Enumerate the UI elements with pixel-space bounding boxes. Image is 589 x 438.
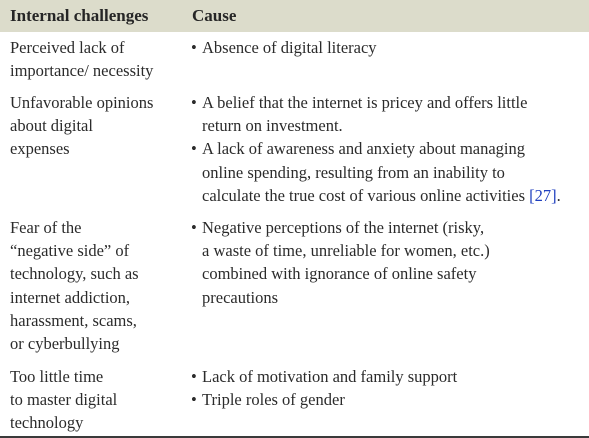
bullet-glyph: •: [191, 390, 197, 410]
citation-link[interactable]: [27]: [529, 185, 557, 205]
cause-text: [202, 139, 561, 204]
cause-cell: [191, 216, 586, 309]
bullet-glyph: •: [191, 93, 197, 112]
challenge-cell: Unfavorable opinions about digital expenses: [10, 93, 154, 159]
header-cause: Cause: [192, 6, 237, 25]
header-internal-challenges: Internal challenges: [10, 6, 149, 25]
bullet-glyph: •: [191, 367, 197, 386]
cause-bullet: [191, 137, 586, 207]
bullet-glyph: •: [191, 139, 197, 159]
challenge-cell: Perceived lack of importance/ necessity: [10, 38, 154, 81]
cause-text: Triple roles of gender: [202, 390, 345, 410]
cause-bullet: [191, 216, 586, 309]
cause-text: Absence of digital literacy: [202, 38, 377, 57]
challenge-cell: Fear of the “negative side” of technology, such as internet addiction, harassment, scams, or cyberbullying: [10, 218, 139, 354]
cause-text-end: .: [556, 185, 561, 205]
bullet-glyph: •: [191, 38, 197, 57]
cause-text: A belief that the internet is pricey and offers little return on investment.: [202, 93, 528, 136]
cause-text: Lack of motivation and family support: [202, 367, 458, 386]
cause-bullet: [191, 388, 586, 411]
bullet-glyph: •: [191, 218, 197, 237]
cause-cell: [191, 365, 586, 411]
cause-cell: [191, 91, 586, 207]
cause-text-main: A lack of awareness and anxiety about managing online spending, resulting from an inability to calculate the true cost of various online activities: [202, 139, 526, 205]
cause-bullet: [191, 36, 586, 59]
cause-cell: [191, 36, 586, 59]
challenge-cell: Too little time to master digital technology: [10, 367, 118, 433]
cause-text: Negative perceptions of the internet (risky, a waste of time, unreliable for women, etc.) combined with ignorance of online safety precautions: [202, 218, 490, 307]
cause-bullet: [191, 91, 586, 137]
table-header: [0, 0, 589, 32]
cause-bullet: [191, 365, 586, 388]
